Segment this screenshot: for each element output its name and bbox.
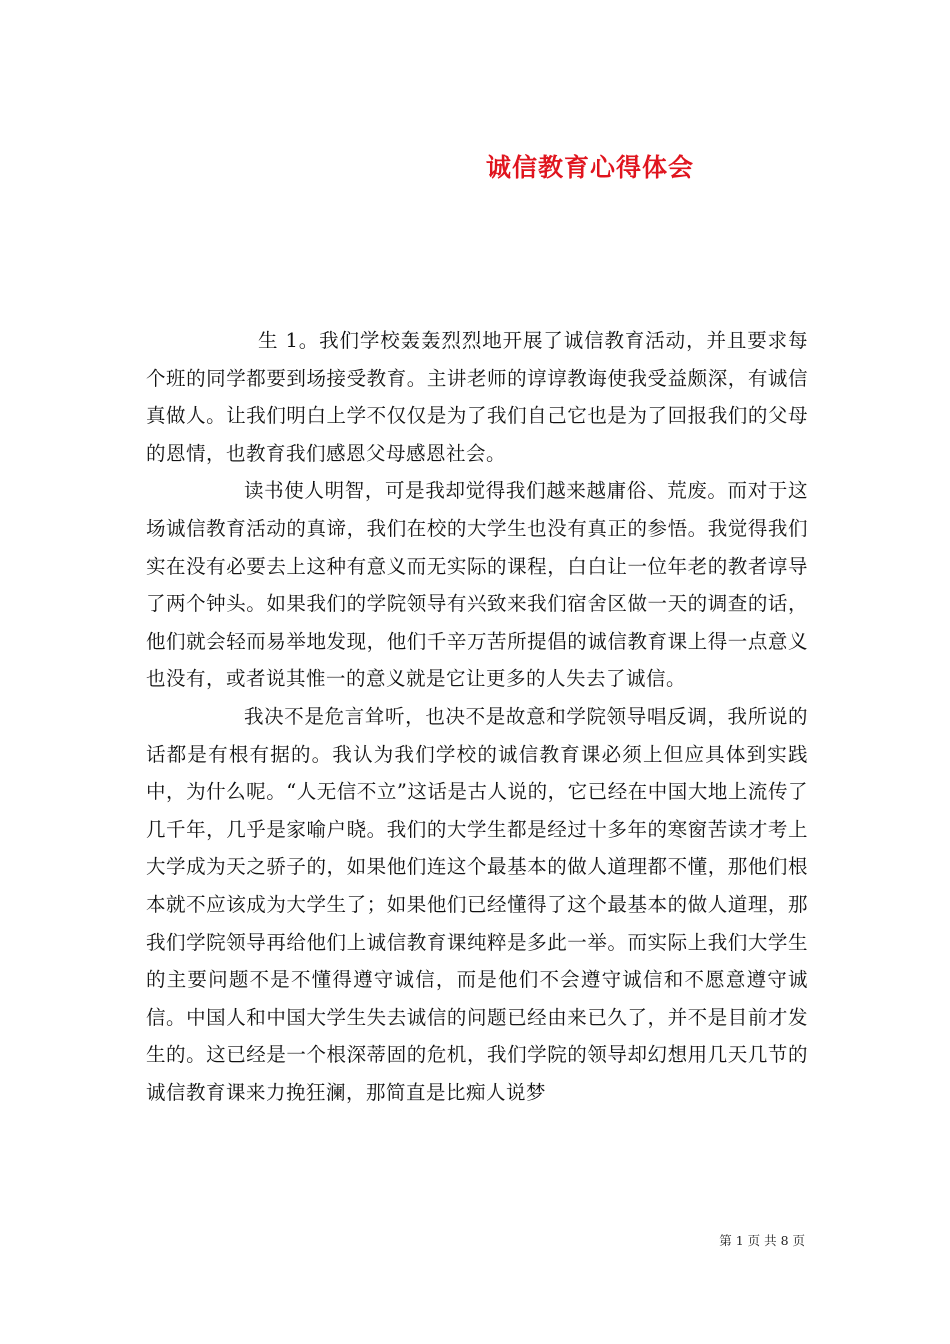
- document-body: [146, 322, 808, 1111]
- paragraph: 我决不是危言耸听，也决不是故意和学院领导唱反调，我所说的话都是有根有据的。我认为我们学校的诚信教育课必须上但应具体到实践中，为什么呢。“人无信不立”这话是古人说的，它已经在中国大地上流传了几千年，几乎是家喻户晓。我们的大学生都是经过十多年的寒窗苦读才考上大学成为天之骄子的，如果他们连这个最基本的做人道理都不懂，那他们根本就不应该成为大学生了；如果他们已经懂得了这个最基本的做人道理，那我们学院领导再给他们上诚信教育课纯粹是多此一举。而实际上我们大学生的主要问题不是不懂得遵守诚信，而是他们不会遵守诚信和不愿意遵守诚信。中国人和中国大学生失去诚信的问题已经由来已久了，并不是目前才发生的。这已经是一个根深蒂固的危机，我们学院的领导却幻想用几天几节的诚信教育课来力挽狂澜，那简直是比痴人说梦: [146, 704, 808, 1104]
- paragraph: 读书使人明智，可是我却觉得我们越来越庸俗、荒废。而对于这场诚信教育活动的真谛，我们在校的大学生也没有真正的参悟。我觉得我们实在没有必要去上这种有意义而无实际的课程，白白让一位年老的教者谆导了两个钟头。如果我们的学院领导有兴致来我们宿舍区做一天的调查的话，他们就会轻而易举地发现，他们千辛万苦所提倡的诚信教育课上得一点意义也没有，或者说其惟一的意义就是它让更多的人失去了诚信。: [146, 479, 808, 691]
- paragraph: 生 1。我们学校轰轰烈烈地开展了诚信教育活动，并且要求每个班的同学都要到场接受教育。主讲老师的谆谆教诲使我受益颇深，有诚信真做人。让我们明白上学不仅仅是为了我们自己它也是为了回报我们的父母的恩情，也教育我们感恩父母感恩社会。: [146, 329, 808, 465]
- page-number-footer: 第 1 页 共 8 页: [719, 1233, 805, 1248]
- document-title: 诚信教育心得体会: [485, 152, 694, 182]
